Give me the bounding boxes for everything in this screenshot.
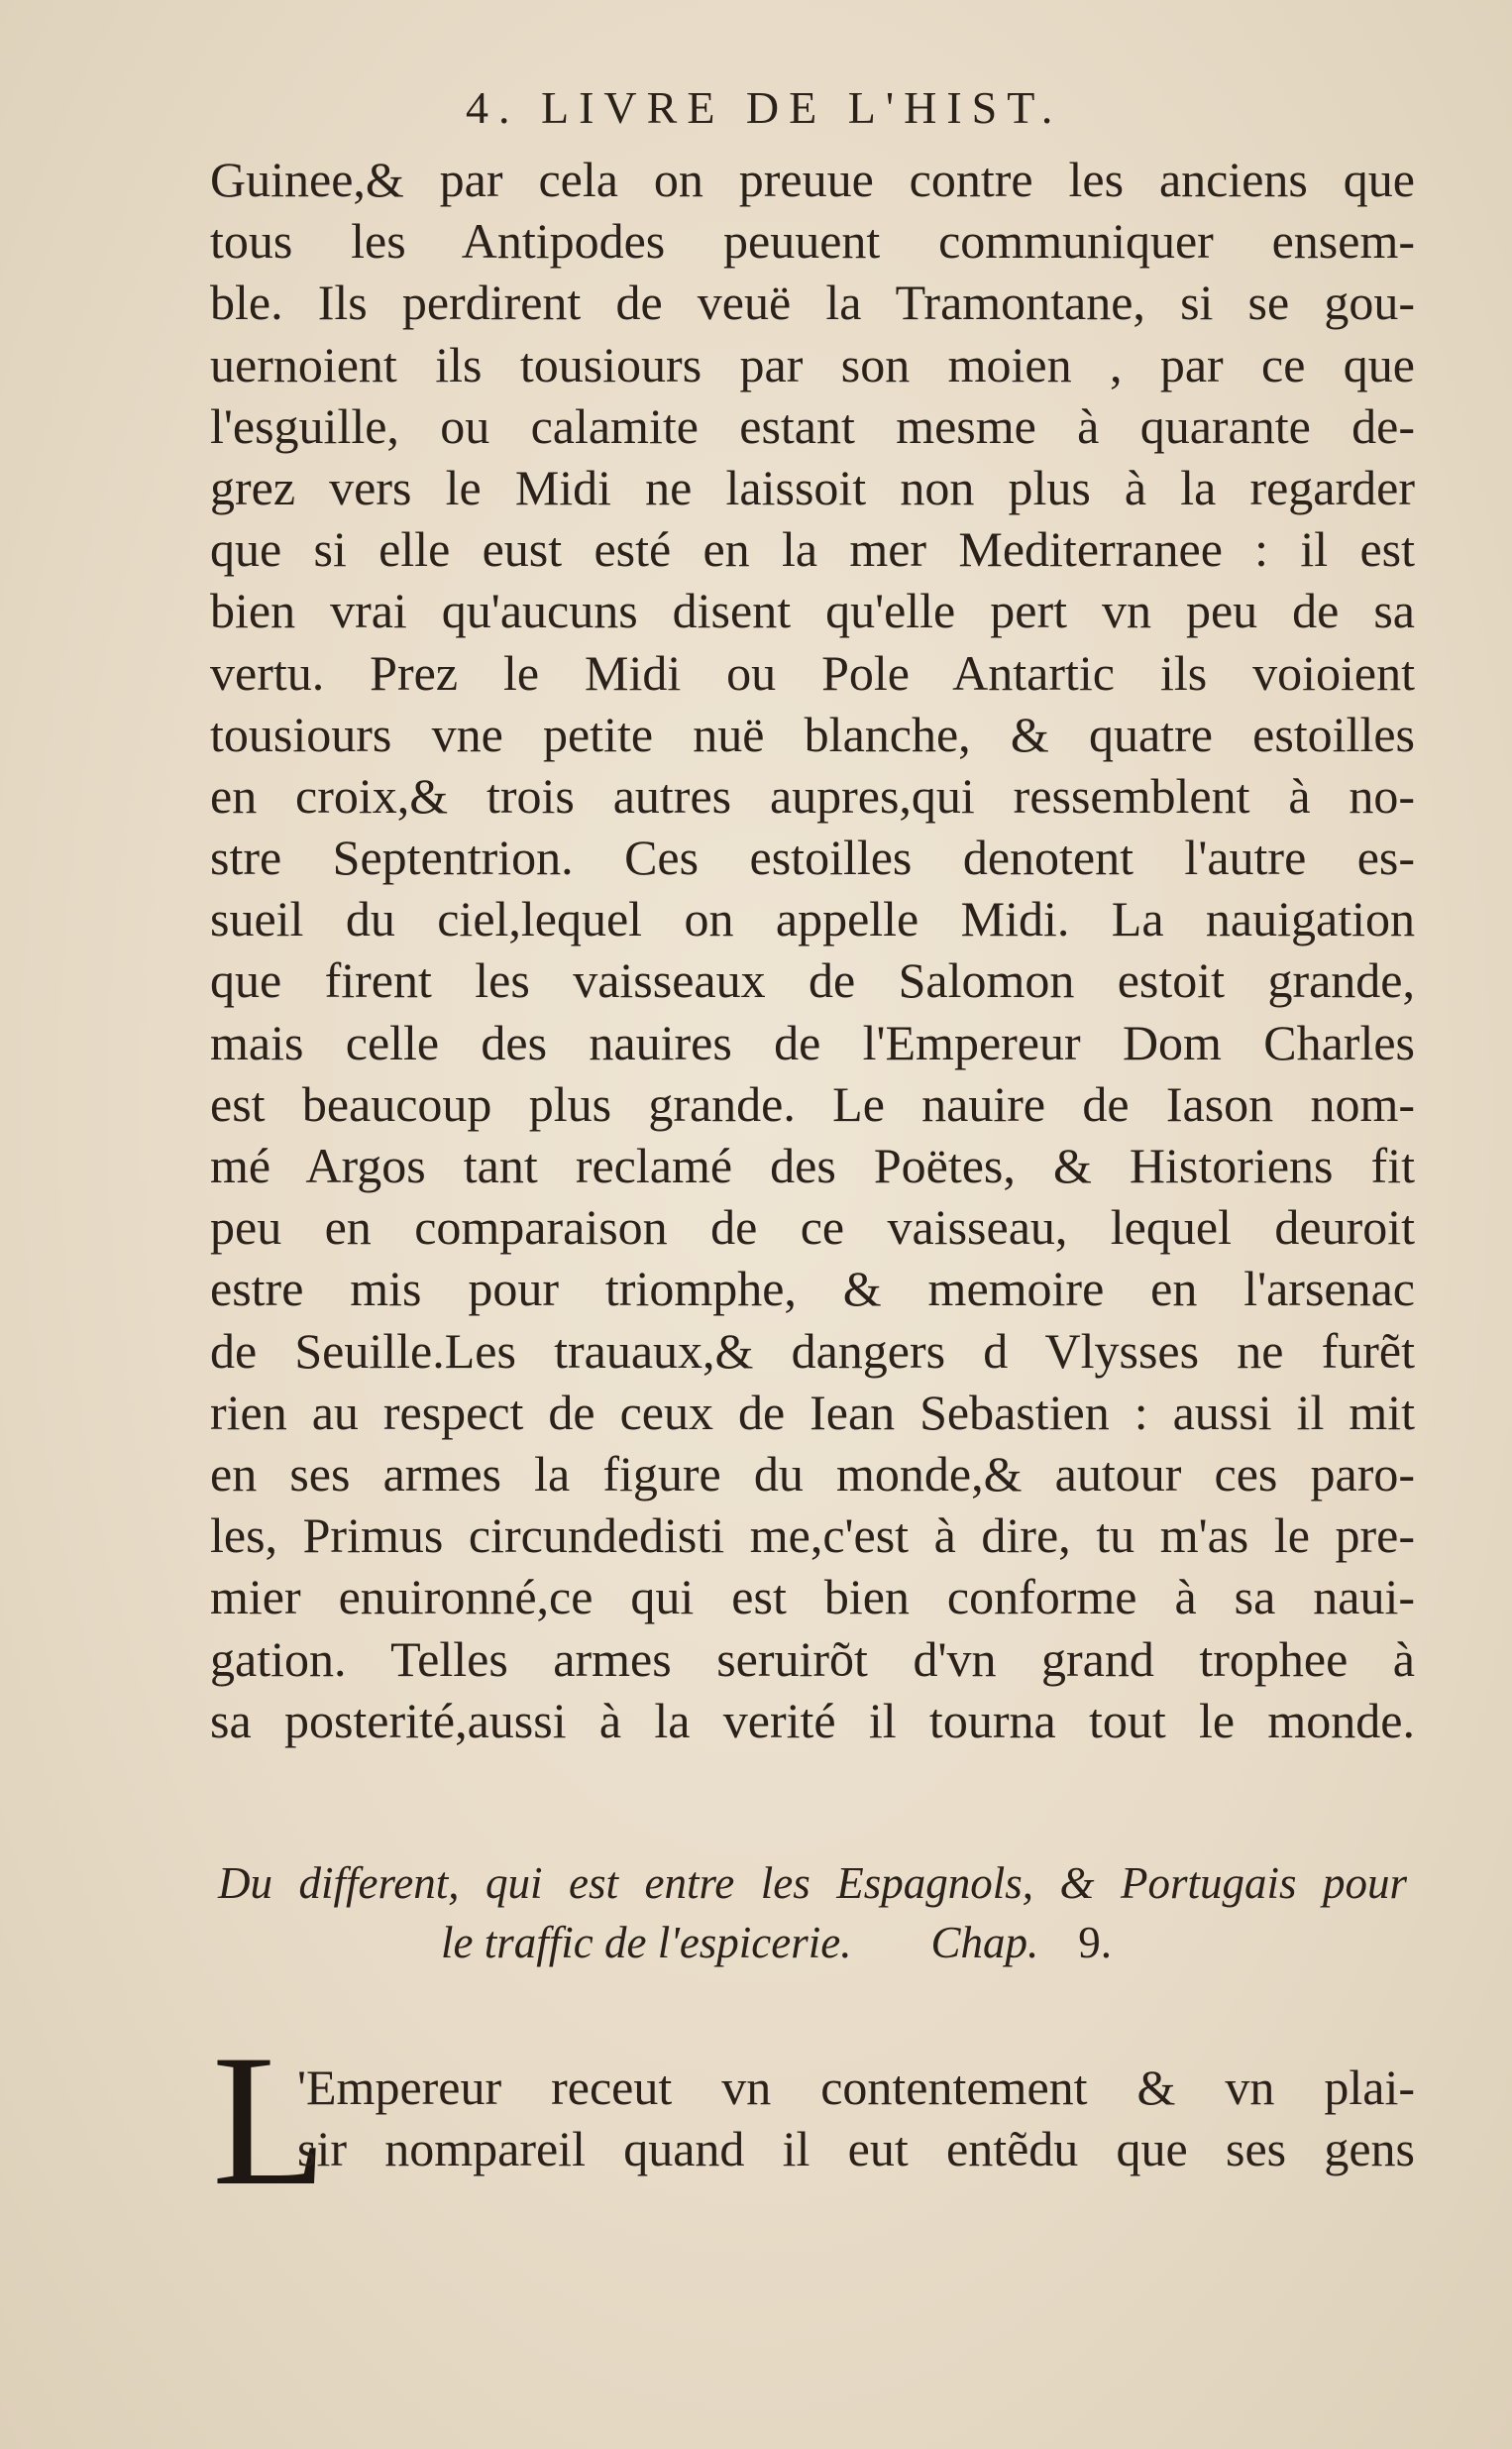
text-line: bien vrai qu'aucuns disent qu'elle pert vn peu de sa: [210, 583, 1415, 639]
text-line: sir nompareil quand il eut entẽdu que ses gens: [297, 2121, 1415, 2177]
text-line: tousiours vne petite nuë blanche, & quatre estoilles: [210, 706, 1415, 762]
text-line: 'Empereur receut vn contentement & vn plai-: [297, 2059, 1415, 2115]
chapter-subject: le traffic de l'espicerie.: [441, 1918, 852, 1967]
text-line: peu en comparaison de ce vaisseau, lequel deuroit: [210, 1199, 1415, 1256]
text-line: Guinee,& par cela on preuue contre les anciens que: [210, 152, 1415, 207]
text-line: de Seuille.Les trauaux,& dangers d Vlysses ne furẽt: [210, 1322, 1415, 1379]
text-line: grez vers le Midi ne laissoit non plus à la regarder: [210, 459, 1415, 515]
text-line: gation. Telles armes seruirõt d'vn grand trophee à: [210, 1630, 1415, 1687]
chapter-heading-line-2: [218, 1913, 1407, 1972]
text-line: sa posterité,aussi à la verité il tourna tout le monde.: [210, 1692, 1415, 1748]
running-title: LIVRE DE L'HIST.: [541, 82, 1063, 133]
text-line: en croix,& trois autres aupres,qui ressemblent à no-: [210, 767, 1415, 824]
running-head: [198, 81, 1407, 134]
text-line: sueil du ciel,lequel on appelle Midi. La nauigation: [210, 891, 1415, 947]
chapter-heading: [218, 1853, 1407, 1972]
text-line: mier enuironné,ce qui est bien conforme à sa naui-: [210, 1569, 1415, 1625]
text-line: en ses armes la figure du monde,& autour ces paro-: [210, 1445, 1415, 1502]
text-line: que firent les vaisseaux de Salomon estoit grande,: [210, 952, 1415, 1009]
text-line: rien au respect de ceux de Iean Sebastien : aussi il mit: [210, 1384, 1415, 1440]
chapter-heading-line-1: Du different, qui est entre les Espagnols, & Portugais pour: [218, 1858, 1407, 1908]
chapter-label: Chap.: [930, 1918, 1039, 1967]
text-line: stre Septentrion. Ces estoilles denotent l'autre es-: [210, 830, 1415, 886]
body-text: [210, 149, 1415, 1751]
drop-cap: L: [212, 2017, 328, 2225]
text-line: estre mis pour triomphe, & memoire en l'arsenac: [210, 1261, 1415, 1317]
chapter-number: 9.: [1078, 1918, 1113, 1967]
text-line: tous les Antipodes peuuent communiquer ensem-: [210, 213, 1415, 270]
text-line: ble. Ils perdirent de veuë la Tramontane, si se gou-: [210, 275, 1415, 331]
text-line: les, Primus circundedisti me,c'est à dire, tu m'as le pre-: [210, 1507, 1415, 1564]
text-line: vertu. Prez le Midi ou Pole Antartic ils voioient: [210, 644, 1415, 701]
text-line: l'esguille, ou calamite estant mesme à quarante de-: [210, 397, 1415, 454]
text-line: est beaucoup plus grande. Le nauire de Iason nom-: [210, 1075, 1415, 1132]
text-line: uernoient ils tousiours par son moien , par ce que: [210, 336, 1415, 392]
page-number: 4.: [466, 82, 520, 133]
text-line: que si elle eust esté en la mer Mediterranee : il est: [210, 521, 1415, 578]
text-line: mais celle des nauires de l'Empereur Dom Charles: [210, 1014, 1415, 1070]
text-line: mé Argos tant reclamé des Poëtes, & Historiens fit: [210, 1138, 1415, 1193]
chapter-opening-text: [297, 2057, 1415, 2179]
